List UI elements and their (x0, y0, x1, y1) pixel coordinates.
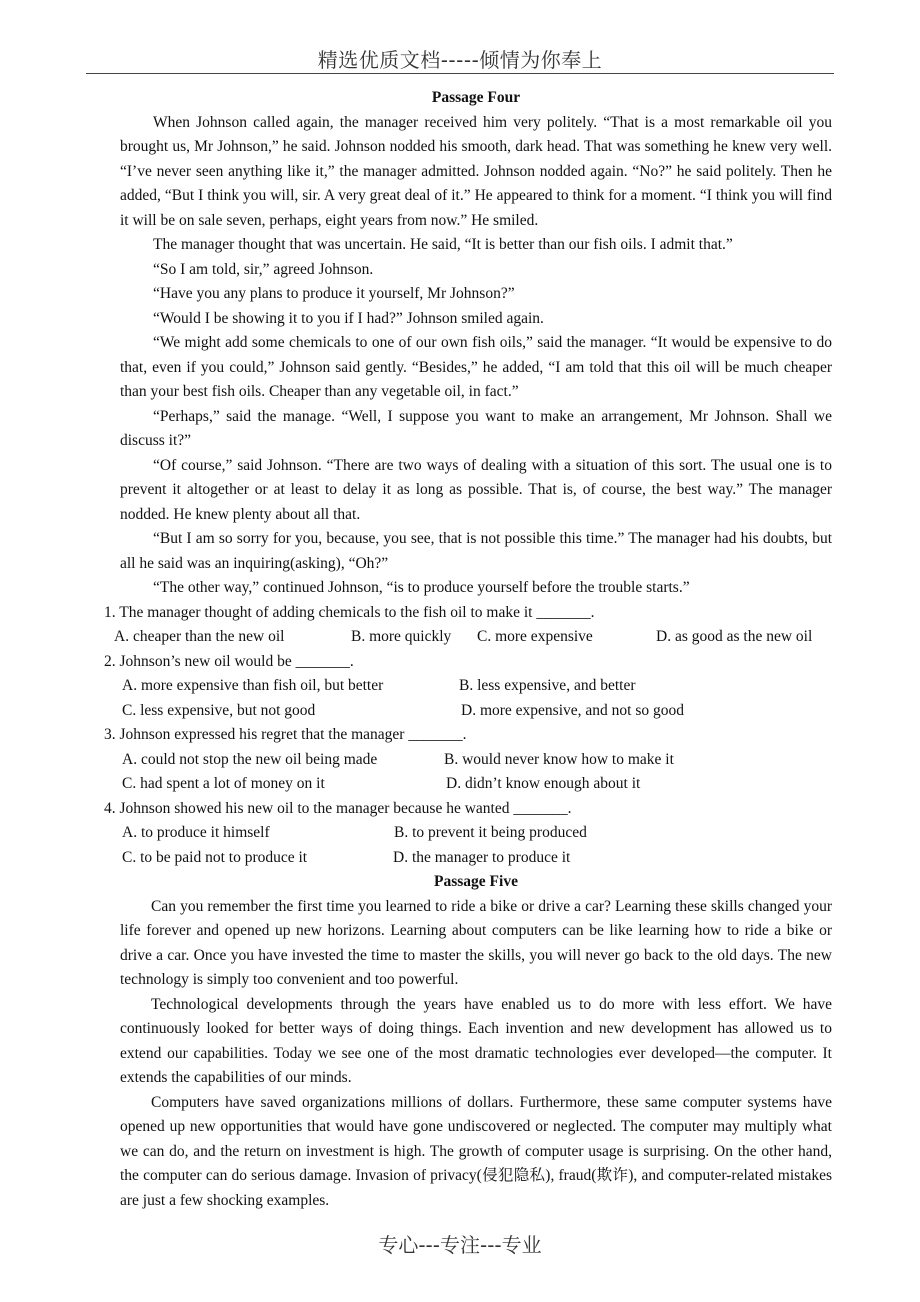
question-4-options-row-2 (122, 846, 832, 871)
question-2-options-row-1 (122, 674, 832, 699)
passage-five-paragraph: Technological developments through the years have enabled us to do more with less effort. We have continuously looked for better ways of doing things. Each invention and new development has allowed us to extend our capabilities. Today we see one of the most dramatic technologies ever developed—the computer. It extends the capabilities of our minds. (120, 995, 832, 1086)
passage-four-paragraph: “Of course,” said Johnson. “There are two ways of dealing with a situation of this sort. The usual one is to prevent it altogether or at least to delay it as long as possible. That is, of course, the best way.” The manager nodded. He knew plenty about all that. (120, 456, 832, 523)
question-2-options-row-2 (122, 699, 832, 724)
option-d: D. more expensive, and not so good (461, 701, 684, 719)
option-b: B. to prevent it being produced (394, 824, 587, 841)
question-4-stem: 4. Johnson showed his new oil to the manager because he wanted _______. (104, 799, 572, 817)
option-c: C. had spent a lot of money on it (122, 775, 325, 792)
passage-four-paragraph: “Would I be showing it to you if I had?” Johnson smiled again. (153, 309, 544, 327)
passage-four-title: Passage Four (431, 89, 521, 106)
passage-four-paragraph: “We might add some chemicals to one of our own fish oils,” said the manager. “It would be expensive to do that, even if you could,” Johnson said gently. “Besides,” he added, “I am told that this oil will be much cheaper than your best fish oils. Cheaper than any vegetable oil, in fact.” (120, 334, 832, 400)
passage-four-paragraph: “But I am so sorry for you, because, you see, that is not possible this time.” The manager had his doubts, but all he said was an inquiring(asking), “Oh?” (120, 530, 832, 572)
passage-four-paragraph: “So I am told, sir,” agreed Johnson. (153, 260, 374, 278)
option-d: D. didn’t know enough about it (446, 775, 641, 792)
question-1-options (114, 625, 832, 650)
passage-five-title: Passage Five (434, 873, 518, 890)
passage-five-paragraph: Computers have saved organizations millions of dollars. Furthermore, these same computer systems have opened up new opportunities that would have gone undiscovered or neglected. The computer may multiply what we can do, and the return on investment is high. The growth of computer usage is surprising. On the other hand, the computer can do serious damage. Invasion of privacy(侵犯隐私), fraud(欺诈), and computer-related mistakes are just a few shocking examples. (120, 1093, 832, 1209)
passage-four-paragraph: “The other way,” continued Johnson, “is to produce yourself before the trouble starts.” (153, 579, 690, 596)
header-divider (86, 73, 834, 74)
question-2-stem: 2. Johnson’s new oil would be _______. (104, 652, 354, 670)
question-1-stem: 1. The manager thought of adding chemicals to the fish oil to make it _______. (104, 603, 595, 621)
passage-four-paragraph: The manager thought that was uncertain. He said, “It is better than our fish oils. I admit that.” (153, 236, 733, 253)
passage-four-paragraph: When Johnson called again, the manager received him very politely. “That is a most remarkable oil you brought us, Mr Johnson,” he said. Johnson nodded his smooth, dark head. That was something he knew very well. “I’ve never seen anything like it,” the manager admitted. Johnson nodded again. “No?” he said politely. Then he added, “But I think you will, sir. A very great deal of it.” He appeared to think for a moment. “I think you will find it will be on sale seven, perhaps, eight years from now.” He smiled. (120, 113, 832, 229)
question-3-options-row-1 (122, 748, 832, 773)
option-b: B. less expensive, and better (459, 677, 636, 694)
option-b: B. would never know how to make it (444, 750, 674, 768)
passage-four-paragraph: “Have you any plans to produce it yourself, Mr Johnson?” (153, 285, 515, 302)
option-c: C. more expensive (477, 628, 593, 645)
option-a: A. to produce it himself (122, 824, 270, 841)
option-d: D. as good as the new oil (656, 628, 813, 645)
option-a: A. could not stop the new oil being made (122, 750, 378, 768)
question-3-options-row-2 (122, 772, 832, 797)
option-c: C. to be paid not to produce it (122, 848, 308, 866)
document-body (104, 86, 832, 1213)
page-header: 精选优质文档-----倾情为你奉上 (317, 48, 603, 72)
passage-five-paragraph: Can you remember the first time you learned to ride a bike or drive a car? Learning these skills changed your life forever and opened up new horizons. Learning about computers can be like learning how to ride a bike or drive a car. Once you have invested the time to master the skills, you will never go back to the old days. The new technology is simply too convenient and too powerful. (120, 897, 832, 988)
page-footer: 专心---专注---专业 (378, 1233, 542, 1257)
option-d: D. the manager to produce it (393, 848, 571, 866)
option-a: A. cheaper than the new oil (114, 628, 285, 645)
option-c: C. less expensive, but not good (122, 701, 316, 719)
option-b: B. more quickly (351, 628, 452, 645)
option-a: A. more expensive than fish oil, but better (122, 677, 384, 694)
question-4-options-row-1 (122, 821, 832, 846)
question-3-stem: 3. Johnson expressed his regret that the manager _______. (104, 726, 467, 743)
passage-four-paragraph: “Perhaps,” said the manage. “Well, I suppose you want to make an arrangement, Mr Johnson. Shall we discuss it?” (120, 407, 832, 449)
